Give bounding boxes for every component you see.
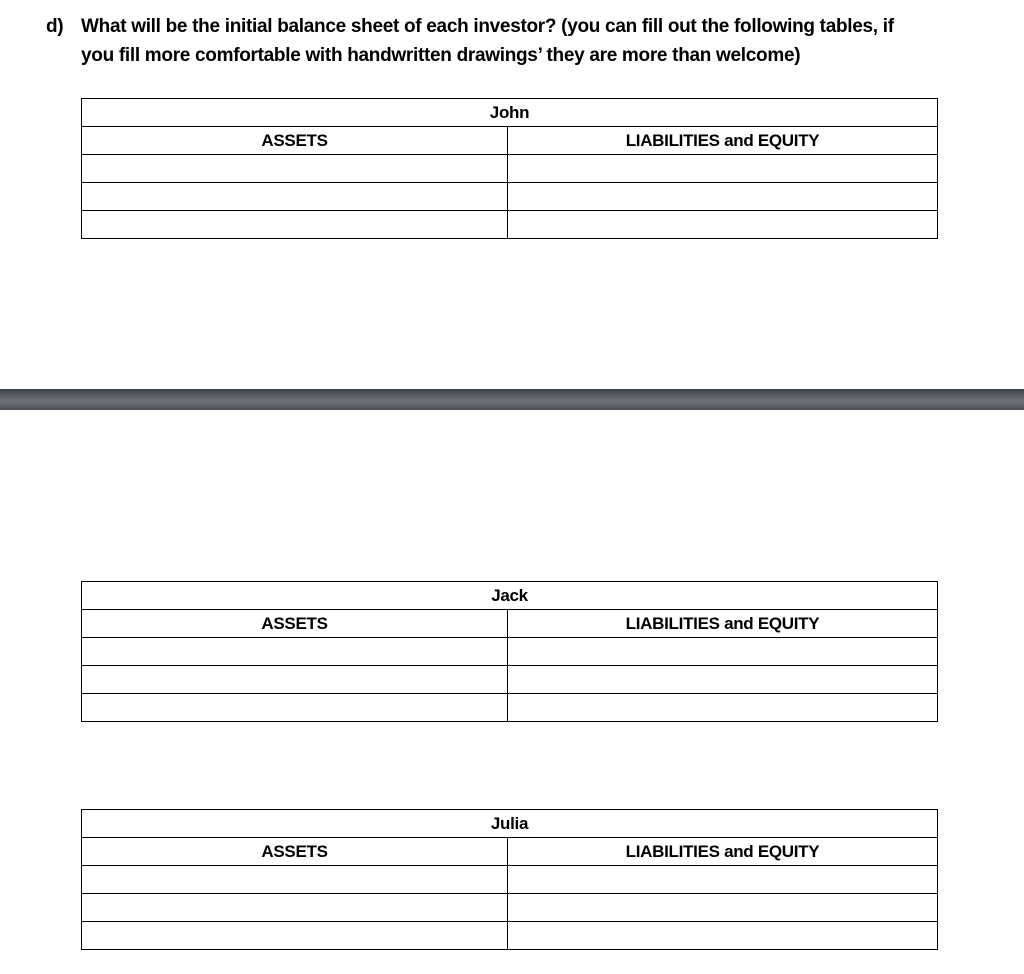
assets-cell[interactable] <box>82 694 508 722</box>
assets-header: ASSETS <box>82 838 508 866</box>
liabilities-cell[interactable] <box>508 211 938 239</box>
liabilities-cell[interactable] <box>508 922 938 950</box>
balance-sheet-jack <box>81 581 938 722</box>
liabilities-cell[interactable] <box>508 666 938 694</box>
assets-cell[interactable] <box>82 666 508 694</box>
assets-cell[interactable] <box>82 211 508 239</box>
page-divider <box>0 389 1024 410</box>
investor-name-john: John <box>82 99 938 127</box>
liabilities-cell[interactable] <box>508 183 938 211</box>
liabilities-cell[interactable] <box>508 155 938 183</box>
investor-name-julia: Julia <box>82 810 938 838</box>
question-line-2: you fill more comfortable with handwritten drawings’ they are more than welcome) <box>81 45 801 66</box>
balance-sheet-john <box>81 98 938 239</box>
liabilities-cell[interactable] <box>508 894 938 922</box>
investor-name-jack: Jack <box>82 582 938 610</box>
liabilities-equity-header: LIABILITIES and EQUITY <box>508 610 938 638</box>
question-line-1: What will be the initial balance sheet of each investor? (you can fill out the following tables, if <box>81 16 894 37</box>
assets-cell[interactable] <box>82 866 508 894</box>
liabilities-equity-header: LIABILITIES and EQUITY <box>508 127 938 155</box>
assets-cell[interactable] <box>82 894 508 922</box>
assets-cell[interactable] <box>82 638 508 666</box>
assets-cell[interactable] <box>82 183 508 211</box>
assets-cell[interactable] <box>82 155 508 183</box>
liabilities-cell[interactable] <box>508 866 938 894</box>
assets-header: ASSETS <box>82 127 508 155</box>
liabilities-equity-header: LIABILITIES and EQUITY <box>508 838 938 866</box>
liabilities-cell[interactable] <box>508 694 938 722</box>
balance-sheet-julia <box>81 809 938 950</box>
assets-header: ASSETS <box>82 610 508 638</box>
assets-cell[interactable] <box>82 922 508 950</box>
question-label: d) <box>46 16 64 37</box>
liabilities-cell[interactable] <box>508 638 938 666</box>
question-text <box>46 12 1006 70</box>
